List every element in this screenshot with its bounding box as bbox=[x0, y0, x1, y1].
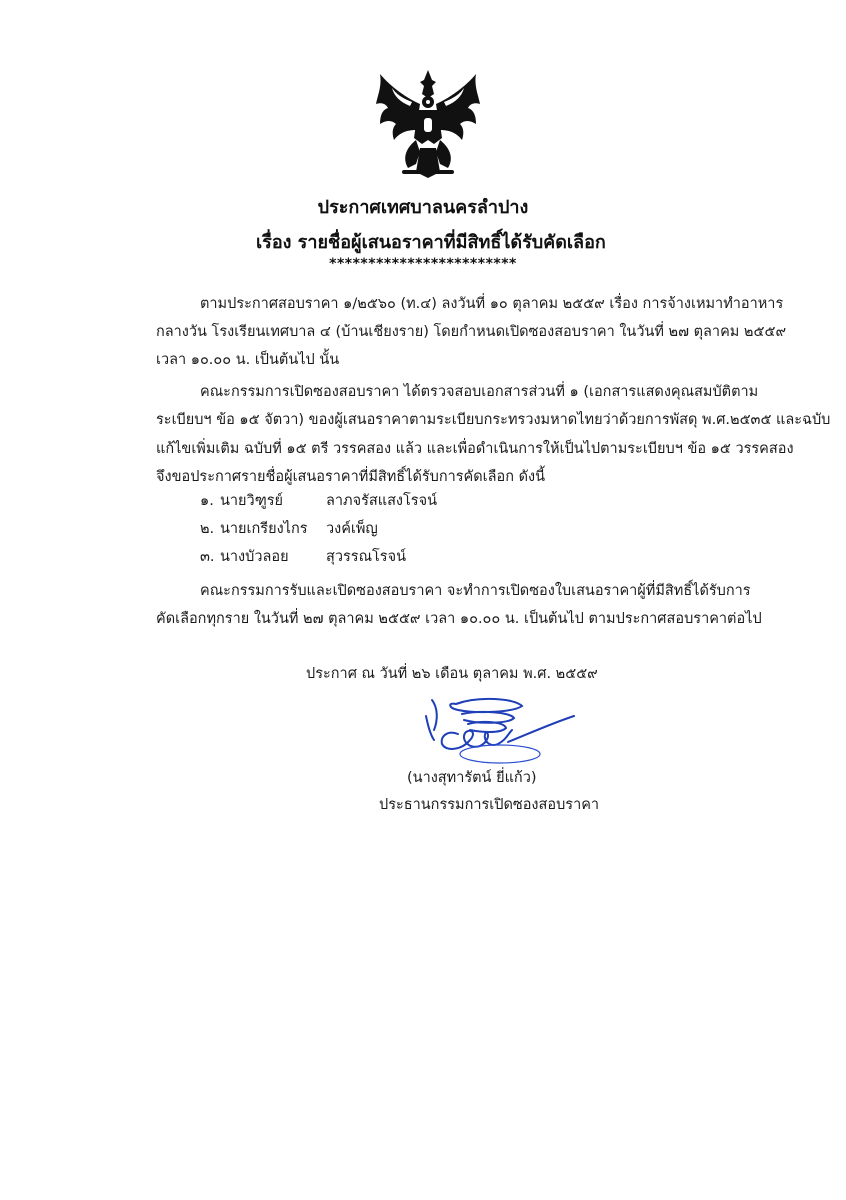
garuda-emblem-icon bbox=[372, 68, 484, 180]
subject-line: เรื่อง รายชื่อผู้เสนอราคาที่มีสิทธิ์ได้รับคัดเลือก bbox=[256, 232, 606, 253]
separator: ************************ bbox=[329, 256, 517, 272]
bidder-last-name: สุวรรณโรจน์ bbox=[326, 549, 407, 565]
signature-icon bbox=[418, 690, 578, 770]
bidder-first-name: นายวิฑูรย์ bbox=[220, 493, 284, 509]
bidder-number: ๓. bbox=[200, 549, 215, 565]
paragraph2-line: ระเบียบฯ ข้อ ๑๕ จัตวา) ของผู้เสนอราคาตามระเบียบกระทรวงมหาดไทยว่าด้วยการพัสดุ พ.ศ.๒๕๓๕ และฉบับ bbox=[156, 412, 831, 428]
bidder-last-name: ลาภจรัสแสงโรจน์ bbox=[326, 493, 437, 509]
bidder-first-name: นางบัวลอย bbox=[220, 549, 289, 565]
paragraph1-line: กลางวัน โรงเรียนเทศบาล ๔ (บ้านเชียงราย) โดยกำหนดเปิดซองสอบราคา ในวันที่ ๒๗ ตุลาคม ๒๕๕๙ bbox=[156, 324, 787, 340]
paragraph2-line: คณะกรรมการเปิดซองสอบราคา ได้ตรวจสอบเอกสารส่วนที่ ๑ (เอกสารแสดงคุณสมบัติตาม bbox=[200, 384, 759, 400]
bidder-number: ๑. bbox=[200, 493, 214, 509]
paragraph2-line: แก้ไขเพิ่มเติม ฉบับที่ ๑๕ ตรี วรรคสอง แล้ว และเพื่อดำเนินการให้เป็นไปตามระเบียบฯ ข้อ ๑๕ วรรคสอง bbox=[156, 441, 794, 457]
bidder-first-name: นายเกรียงไกร bbox=[220, 521, 308, 537]
signer-position: ประธานกรรมการเปิดซองสอบราคา bbox=[379, 797, 600, 813]
bidder-last-name: วงค์เพ็ญ bbox=[326, 521, 378, 537]
bidder-number: ๒. bbox=[200, 521, 215, 537]
page-title: ประกาศเทศบาลนครลำปาง bbox=[317, 197, 529, 218]
paragraph1-line: เวลา ๑๐.๐๐ น. เป็นต้นไป นั้น bbox=[156, 352, 340, 368]
paragraph2-line: จึงขอประกาศรายชื่อผู้เสนอราคาที่มีสิทธิ์ได้รับการคัดเลือก ดังนี้ bbox=[156, 469, 546, 485]
paragraph3-line: คัดเลือกทุกราย ในวันที่ ๒๗ ตุลาคม ๒๕๕๙ เวลา ๑๐.๐๐ น. เป็นต้นไป ตามประกาศสอบราคาต่อไป bbox=[156, 611, 762, 627]
announce-date: ประกาศ ณ วันที่ ๒๖ เดือน ตุลาคม พ.ศ. ๒๕๕๙ bbox=[306, 666, 598, 682]
paragraph3-line: คณะกรรมการรับและเปิดซองสอบราคา จะทำการเปิดซองใบเสนอราคาผู้ที่มีสิทธิ์ได้รับการ bbox=[200, 583, 751, 599]
paragraph1-line: ตามประกาศสอบราคา ๑/๒๕๖๐ (ท.๔) ลงวันที่ ๑๐ ตุลาคม ๒๕๕๙ เรื่อง การจ้างเหมาทำอาหาร bbox=[200, 296, 784, 312]
signer-name: (นางสุทารัตน์ ยี่แก้ว) bbox=[407, 770, 537, 786]
